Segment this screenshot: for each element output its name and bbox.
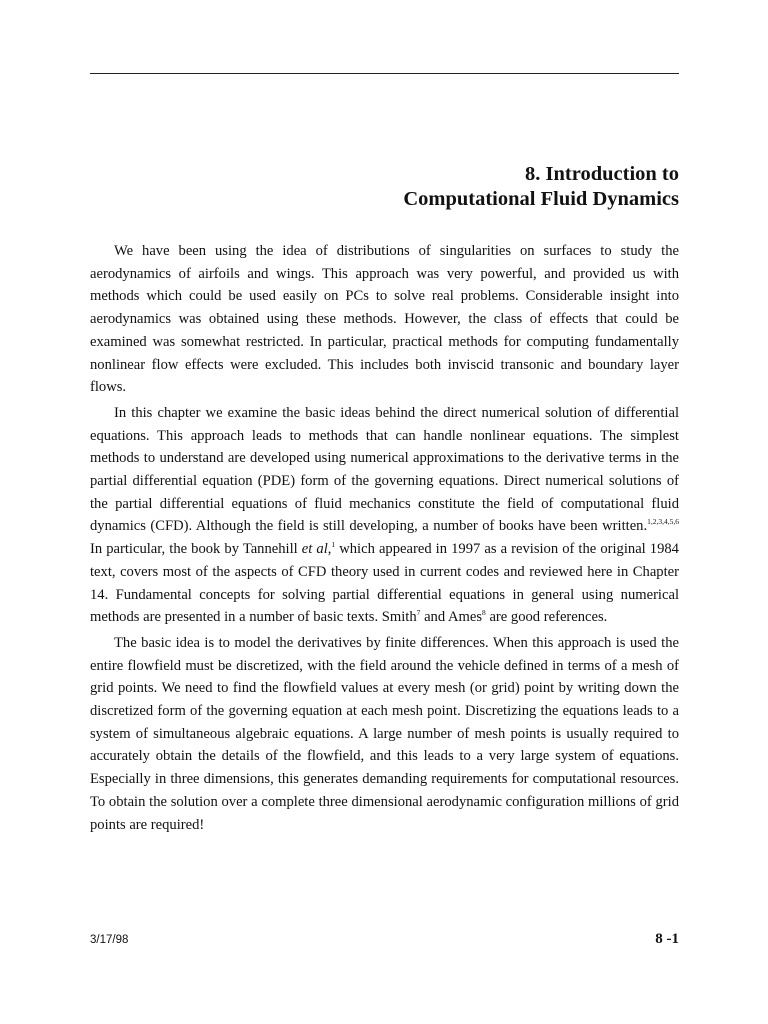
- citation-refs-1-6: 1,2,3,4,5,6: [647, 517, 679, 527]
- paragraph-2-text-c: ,: [327, 541, 332, 558]
- chapter-title: [403, 162, 679, 212]
- citation-ref-smith: 7: [416, 608, 421, 618]
- body-text: [90, 240, 679, 836]
- paragraph-2-text-a: In this chapter we examine the basic ideas behind the direct numerical solution of differential equations. This approach leads to methods that can handle nonlinear equations. The simplest methods to understand are developed using numerical approximations to the derivative terms in the partial differential equation (PDE) form of the governing equations. Direct numerical solutions of the partial differential equations of fluid mechanics constitute the field of computational fluid dynamics (CFD). Although the field is still developing, a number of books have been written.: [90, 404, 679, 535]
- paragraph-1: We have been using the idea of distributions of singularities on surfaces to study the aerodynamics of airfoils and wings. This approach was very powerful, and provided us with methods which could be used easily on PCs to solve real problems. Considerable insight into aerodynamics was obtained using these methods. However, the class of effects that could be examined was somewhat restricted. In particular, practical methods for computing fundamentally nonlinear flow effects were excluded. This includes both inviscid transonic and boundary layer flows.: [90, 243, 679, 396]
- et-al-italic: et al: [301, 541, 328, 558]
- chapter-title-line-1: 8. Introduction to: [525, 163, 679, 185]
- citation-ref-ames: 8: [482, 608, 486, 618]
- page-number: 8 -1: [655, 931, 679, 947]
- paragraph-2-text-d: which appeared in 1997 as a revision of the original 1984 text, covers most of the aspects of CFD theory used in current codes and reviewed here in Chapter 14. Fundamental concepts for solving partial differential equations in general using numerical methods are presented in a number of basic texts. Smith: [90, 541, 679, 626]
- header-rule: [90, 73, 679, 74]
- chapter-title-line-2: Computational Fluid Dynamics: [403, 188, 679, 210]
- citation-ref-tannehill: 1: [331, 540, 336, 550]
- paragraph-3: The basic idea is to model the derivatives by finite differences. When this approach is used the entire flowfield must be discretized, with the field around the vehicle defined in terms of a mesh of grid points. We need to find the flowfield values at every mesh (or grid) point by writing down the discretized form of the governing equation at each mesh point. Discretizing the equations leads to a system of simultaneous algebraic equations. A large number of mesh points is usually required to accurately obtain the details of the flowfield, and this leads to a very large system of equations. Especially in three dimensions, this generates demanding requirements for computational resources. To obtain the solution over a complete three dimensional aerodynamic configuration millions of grid points are required!: [90, 634, 679, 833]
- paragraph-2: [90, 402, 679, 629]
- footer-date: 3/17/98: [90, 934, 129, 946]
- paragraph-2-text-f: are good references.: [485, 609, 608, 626]
- paragraph-2-text-b: In particular, the book by Tannehill: [90, 541, 302, 558]
- paragraph-2-text-e: and Ames: [420, 609, 483, 626]
